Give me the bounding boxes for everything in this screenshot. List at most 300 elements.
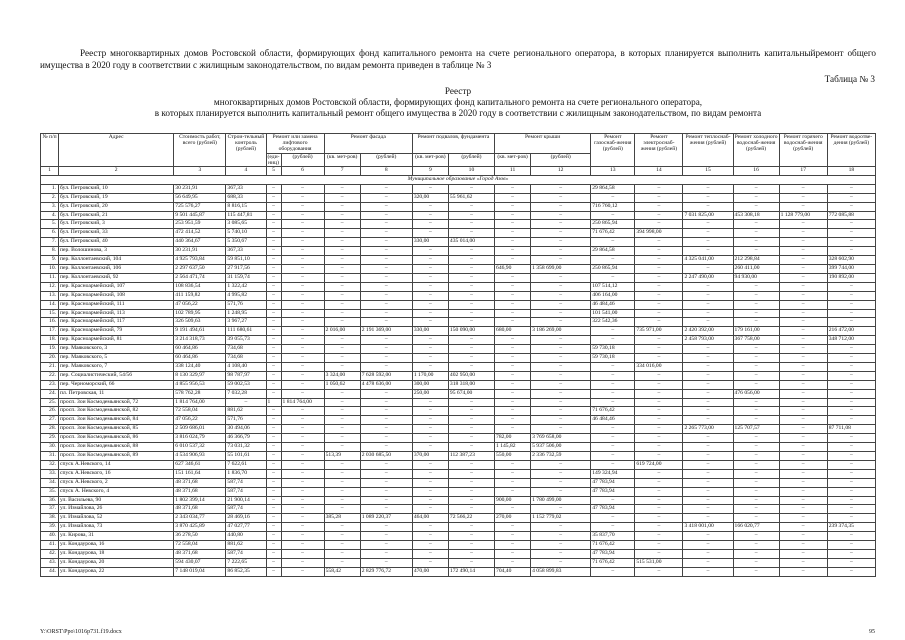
value-cell: – — [281, 211, 324, 220]
value-cell: 587,74 — [226, 505, 266, 514]
column-number: 17 — [779, 167, 827, 176]
value-cell: – — [412, 247, 448, 256]
value-cell: – — [635, 380, 683, 389]
value-cell: – — [495, 318, 531, 327]
value-cell: 320,00 — [412, 193, 448, 202]
value-cell: – — [324, 345, 360, 354]
row-number-cell: 39. — [41, 523, 59, 532]
value-cell: – — [360, 469, 412, 478]
value-cell: 734,68 — [226, 345, 266, 354]
value-cell: – — [324, 487, 360, 496]
value-cell: – — [266, 514, 281, 523]
value-cell: – — [495, 371, 531, 380]
value-cell: 101 541,00 — [591, 309, 635, 318]
value-cell: – — [448, 434, 494, 443]
value-cell: – — [779, 229, 827, 238]
value-cell: – — [324, 202, 360, 211]
column-number: 18 — [827, 167, 875, 176]
table-row — [41, 247, 876, 256]
column-number-row — [41, 167, 876, 176]
col-header-heat: Ремонт теплоснаб-жения (рублей) — [683, 134, 733, 167]
value-cell: – — [412, 318, 448, 327]
value-cell: – — [266, 523, 281, 532]
value-cell: – — [324, 443, 360, 452]
value-cell: – — [266, 202, 281, 211]
value-cell: – — [635, 514, 683, 523]
value-cell: 571,76 — [226, 416, 266, 425]
value-cell: – — [779, 273, 827, 282]
row-number-cell: 37. — [41, 505, 59, 514]
value-cell: – — [531, 291, 591, 300]
column-number: 5 — [266, 167, 281, 176]
table-row — [41, 220, 876, 229]
value-cell: 47 783,94 — [591, 549, 635, 558]
value-cell: – — [779, 336, 827, 345]
value-cell: – — [531, 220, 591, 229]
value-cell: – — [281, 523, 324, 532]
value-cell: – — [266, 478, 281, 487]
value-cell: – — [266, 211, 281, 220]
value-cell: – — [827, 478, 875, 487]
value-cell: – — [779, 460, 827, 469]
value-cell: – — [412, 434, 448, 443]
value-cell: 399 744,00 — [827, 264, 875, 273]
table-row — [41, 202, 876, 211]
value-cell: – — [827, 541, 875, 550]
value-cell: – — [448, 398, 494, 407]
table-number: Таблица № 3 — [824, 74, 875, 84]
value-cell: – — [448, 523, 494, 532]
address-cell: просп. Зои Космодемьянской, 89 — [59, 452, 174, 461]
row-number-cell: 24. — [41, 389, 59, 398]
value-cell: – — [635, 273, 683, 282]
value-cell: – — [281, 264, 324, 273]
value-cell: 35 837,70 — [591, 532, 635, 541]
value-cell: – — [412, 407, 448, 416]
value-cell: 735 971,00 — [635, 327, 683, 336]
page-number: 95 — [869, 629, 875, 635]
value-cell: – — [683, 282, 733, 291]
value-cell: – — [266, 416, 281, 425]
value-cell: – — [827, 291, 875, 300]
subheader-rub: (рублей) — [531, 153, 591, 166]
value-cell: 2 016,00 — [324, 327, 360, 336]
value-cell: 1 089 220,37 — [360, 514, 412, 523]
value-cell: 3 418 001,00 — [683, 523, 733, 532]
table-row — [41, 425, 876, 434]
address-cell: просп. Зои Космодемьянской, 85 — [59, 425, 174, 434]
value-cell: – — [266, 434, 281, 443]
value-cell: – — [266, 541, 281, 550]
value-cell: – — [733, 371, 779, 380]
value-cell: – — [683, 469, 733, 478]
value-cell: – — [827, 532, 875, 541]
value-cell: – — [779, 354, 827, 363]
value-cell: – — [827, 407, 875, 416]
value-cell: – — [324, 264, 360, 273]
table-row — [41, 264, 876, 273]
value-cell: – — [779, 541, 827, 550]
value-cell: – — [635, 452, 683, 461]
value-cell: 2 191 369,00 — [360, 327, 412, 336]
value-cell: 330,00 — [412, 238, 448, 247]
value-cell: – — [495, 229, 531, 238]
column-number: 10 — [448, 167, 494, 176]
value-cell: 2 509 686,01 — [174, 425, 226, 434]
value-cell: – — [324, 425, 360, 434]
value-cell: 1 814 764,00 — [174, 398, 226, 407]
value-cell: – — [495, 354, 531, 363]
value-cell: 216 472,00 — [827, 327, 875, 336]
value-cell: 250,00 — [412, 389, 448, 398]
value-cell: 1 836,70 — [226, 469, 266, 478]
value-cell: – — [779, 256, 827, 265]
row-number-cell: 28. — [41, 425, 59, 434]
value-cell: – — [448, 247, 494, 256]
value-cell: 7 032,28 — [226, 389, 266, 398]
value-cell: – — [448, 425, 494, 434]
value-cell: – — [448, 264, 494, 273]
municipality-row — [41, 175, 876, 184]
value-cell: – — [266, 273, 281, 282]
value-cell: – — [448, 229, 494, 238]
table-row — [41, 229, 876, 238]
value-cell: – — [531, 300, 591, 309]
value-cell: – — [779, 407, 827, 416]
value-cell: – — [779, 549, 827, 558]
value-cell: 587,74 — [226, 487, 266, 496]
value-cell: – — [266, 505, 281, 514]
value-cell: – — [531, 425, 591, 434]
value-cell: – — [733, 452, 779, 461]
value-cell: 300,00 — [412, 380, 448, 389]
value-cell: 3 816 024,79 — [174, 434, 226, 443]
value-cell: – — [324, 460, 360, 469]
value-cell: – — [448, 416, 494, 425]
table-row — [41, 496, 876, 505]
value-cell: – — [591, 425, 635, 434]
row-number-cell: 12. — [41, 282, 59, 291]
value-cell: – — [495, 416, 531, 425]
address-cell: ул. Измайлова, 26 — [59, 505, 174, 514]
row-number-cell: 30. — [41, 443, 59, 452]
value-cell: – — [683, 247, 733, 256]
value-cell: 166 020,77 — [733, 523, 779, 532]
value-cell: – — [635, 541, 683, 550]
value-cell: – — [266, 532, 281, 541]
value-cell: – — [360, 416, 412, 425]
value-cell: – — [779, 416, 827, 425]
value-cell: – — [827, 558, 875, 567]
value-cell: 4 855 956,53 — [174, 380, 226, 389]
value-cell: – — [281, 371, 324, 380]
value-cell: – — [412, 282, 448, 291]
value-cell: – — [683, 345, 733, 354]
row-number-cell: 22. — [41, 371, 59, 380]
value-cell: 411 159,82 — [174, 291, 226, 300]
value-cell: – — [448, 505, 494, 514]
value-cell: – — [635, 264, 683, 273]
value-cell: – — [683, 202, 733, 211]
value-cell: 2 564 471,74 — [174, 273, 226, 282]
value-cell: 440 364,67 — [174, 238, 226, 247]
value-cell: 5 937 506,00 — [531, 443, 591, 452]
value-cell: 212 298,84 — [733, 256, 779, 265]
value-cell: – — [412, 264, 448, 273]
value-cell: – — [779, 238, 827, 247]
value-cell: – — [635, 256, 683, 265]
value-cell: – — [324, 532, 360, 541]
column-number: 16 — [733, 167, 779, 176]
value-cell: – — [531, 487, 591, 496]
value-cell: – — [635, 469, 683, 478]
value-cell: 36 278,50 — [174, 532, 226, 541]
value-cell: – — [360, 184, 412, 193]
document-path: Y:\ORST\Ppo\1016p731.f19.docx — [40, 629, 122, 635]
value-cell: – — [495, 193, 531, 202]
value-cell: – — [324, 354, 360, 363]
value-cell: – — [733, 291, 779, 300]
value-cell: 190 892,00 — [827, 273, 875, 282]
value-cell: – — [733, 416, 779, 425]
value-cell: – — [683, 371, 733, 380]
value-cell: 48 371,68 — [174, 549, 226, 558]
row-number-cell: 31. — [41, 452, 59, 461]
value-cell: – — [495, 425, 531, 434]
value-cell: – — [281, 514, 324, 523]
value-cell: – — [448, 541, 494, 550]
value-cell: – — [412, 505, 448, 514]
value-cell: – — [733, 434, 779, 443]
value-cell: – — [324, 211, 360, 220]
value-cell: – — [779, 282, 827, 291]
value-cell: 71 676,42 — [591, 407, 635, 416]
value-cell: – — [448, 309, 494, 318]
value-cell: – — [779, 532, 827, 541]
value-cell: – — [448, 291, 494, 300]
value-cell: – — [733, 443, 779, 452]
value-cell: – — [266, 282, 281, 291]
value-cell: – — [827, 380, 875, 389]
value-cell: – — [779, 425, 827, 434]
table-row — [41, 327, 876, 336]
value-cell: – — [448, 184, 494, 193]
value-cell: 47 056,22 — [174, 416, 226, 425]
value-cell: – — [683, 416, 733, 425]
value-cell: 3 186 269,00 — [531, 327, 591, 336]
value-cell: 476 056,00 — [733, 389, 779, 398]
value-cell: – — [495, 541, 531, 550]
value-cell: – — [779, 505, 827, 514]
value-cell: – — [324, 309, 360, 318]
value-cell: 21 900,14 — [226, 496, 266, 505]
value-cell: – — [266, 496, 281, 505]
col-header-gas: Ремонт газоснаб-жения (рублей) — [591, 134, 635, 167]
value-cell: – — [360, 354, 412, 363]
value-cell: – — [591, 567, 635, 576]
value-cell: – — [495, 487, 531, 496]
value-cell: – — [683, 514, 733, 523]
value-cell: 29 864,58 — [591, 184, 635, 193]
value-cell: – — [733, 514, 779, 523]
value-cell: 28 469,16 — [226, 514, 266, 523]
column-number: 9 — [412, 167, 448, 176]
address-cell: бул. Петровский, 21 — [59, 211, 174, 220]
value-cell: – — [412, 336, 448, 345]
table-row — [41, 443, 876, 452]
value-cell: 102 789,95 — [174, 309, 226, 318]
value-cell: – — [324, 282, 360, 291]
value-cell: – — [531, 282, 591, 291]
value-cell: – — [683, 184, 733, 193]
value-cell: 326 509,63 — [174, 318, 226, 327]
value-cell: – — [635, 238, 683, 247]
row-number-cell: 16. — [41, 318, 59, 327]
value-cell: – — [683, 300, 733, 309]
value-cell: – — [448, 478, 494, 487]
value-cell: – — [683, 549, 733, 558]
table-row — [41, 273, 876, 282]
subheader-sqm: (кв. мет-ров) — [412, 153, 448, 166]
value-cell: – — [324, 496, 360, 505]
value-cell: – — [683, 291, 733, 300]
value-cell: – — [448, 443, 494, 452]
value-cell: – — [531, 416, 591, 425]
value-cell: 71 676,42 — [591, 229, 635, 238]
value-cell: – — [281, 327, 324, 336]
col-header-total: Стоимость работ, всего (рублей) — [174, 134, 226, 167]
value-cell: – — [827, 567, 875, 576]
value-cell: – — [733, 220, 779, 229]
row-number-cell: 41. — [41, 541, 59, 550]
value-cell: – — [635, 193, 683, 202]
value-cell: – — [324, 220, 360, 229]
value-cell: – — [360, 558, 412, 567]
value-cell: – — [448, 407, 494, 416]
value-cell: 30 231,91 — [174, 184, 226, 193]
value-cell: 1 050,62 — [324, 380, 360, 389]
address-cell: пер. Маяковского, 3 — [59, 345, 174, 354]
value-cell: – — [531, 407, 591, 416]
value-cell: – — [266, 264, 281, 273]
value-cell: – — [827, 469, 875, 478]
value-cell: – — [281, 505, 324, 514]
value-cell: 322 542,36 — [591, 318, 635, 327]
row-number-cell: 42. — [41, 549, 59, 558]
value-cell: – — [635, 398, 683, 407]
value-cell: – — [266, 256, 281, 265]
value-cell: – — [827, 487, 875, 496]
value-cell: – — [635, 478, 683, 487]
address-cell: ул. Измайлова, 73 — [59, 523, 174, 532]
value-cell: 7 628 592,00 — [360, 371, 412, 380]
value-cell: – — [733, 478, 779, 487]
value-cell: – — [733, 193, 779, 202]
row-number-cell: 44. — [41, 567, 59, 576]
value-cell: – — [281, 362, 324, 371]
value-cell: 47 783,94 — [591, 505, 635, 514]
value-cell: – — [827, 282, 875, 291]
value-cell: – — [733, 318, 779, 327]
address-cell: пл. Петровская, 11 — [59, 389, 174, 398]
value-cell: 95 674,00 — [448, 389, 494, 398]
value-cell: – — [281, 256, 324, 265]
value-cell: 60 464,86 — [174, 345, 226, 354]
value-cell: – — [635, 211, 683, 220]
value-cell: 725 576,27 — [174, 202, 226, 211]
value-cell: 550,00 — [495, 452, 531, 461]
value-cell: – — [281, 541, 324, 550]
value-cell: – — [531, 202, 591, 211]
value-cell: – — [281, 300, 324, 309]
value-cell: – — [266, 567, 281, 576]
value-cell: – — [266, 300, 281, 309]
value-cell: – — [495, 345, 531, 354]
value-cell: – — [412, 460, 448, 469]
column-number: 11 — [495, 167, 531, 176]
value-cell: – — [360, 443, 412, 452]
value-cell: – — [281, 487, 324, 496]
value-cell: – — [324, 434, 360, 443]
value-cell: 3 870 425,89 — [174, 523, 226, 532]
value-cell: – — [495, 256, 531, 265]
address-cell: пер. Красноармейский, 107 — [59, 282, 174, 291]
value-cell: 4 925 793,84 — [174, 256, 226, 265]
value-cell: – — [635, 434, 683, 443]
value-cell: 98 787,97 — [226, 371, 266, 380]
value-cell: – — [531, 336, 591, 345]
value-cell: – — [448, 460, 494, 469]
value-cell: 125 707,57 — [733, 425, 779, 434]
value-cell: – — [635, 407, 683, 416]
value-cell: 27 917,56 — [226, 264, 266, 273]
value-cell: – — [324, 247, 360, 256]
value-cell: 367,33 — [226, 184, 266, 193]
col-header-electro: Ремонт электроснаб-жения (рублей) — [635, 134, 683, 167]
value-cell: – — [827, 460, 875, 469]
value-cell: 1 — [266, 398, 281, 407]
value-cell: – — [779, 398, 827, 407]
value-cell: 59 002,53 — [226, 380, 266, 389]
value-cell: – — [635, 567, 683, 576]
value-cell: 558,42 — [324, 567, 360, 576]
value-cell: – — [412, 211, 448, 220]
table-row — [41, 193, 876, 202]
value-cell: – — [827, 354, 875, 363]
value-cell: 334 016,00 — [635, 362, 683, 371]
value-cell: 59 730,18 — [591, 354, 635, 363]
value-cell: – — [281, 425, 324, 434]
registry-table — [40, 133, 876, 577]
subheader-rub: (рублей) — [360, 153, 412, 166]
value-cell: – — [266, 362, 281, 371]
value-cell: 1 170,00 — [412, 371, 448, 380]
row-number-cell: 3. — [41, 202, 59, 211]
value-cell: – — [360, 291, 412, 300]
value-cell: 4 058 899,83 — [531, 567, 591, 576]
column-number: 7 — [324, 167, 360, 176]
value-cell: – — [591, 273, 635, 282]
value-cell: – — [324, 541, 360, 550]
row-number-cell: 34. — [41, 478, 59, 487]
value-cell: – — [733, 496, 779, 505]
value-cell: – — [324, 229, 360, 238]
address-cell: пер. Красноармейский, 117 — [59, 318, 174, 327]
value-cell: – — [281, 238, 324, 247]
row-number-cell: 5. — [41, 220, 59, 229]
value-cell: 30 494,06 — [226, 425, 266, 434]
table-row — [41, 256, 876, 265]
